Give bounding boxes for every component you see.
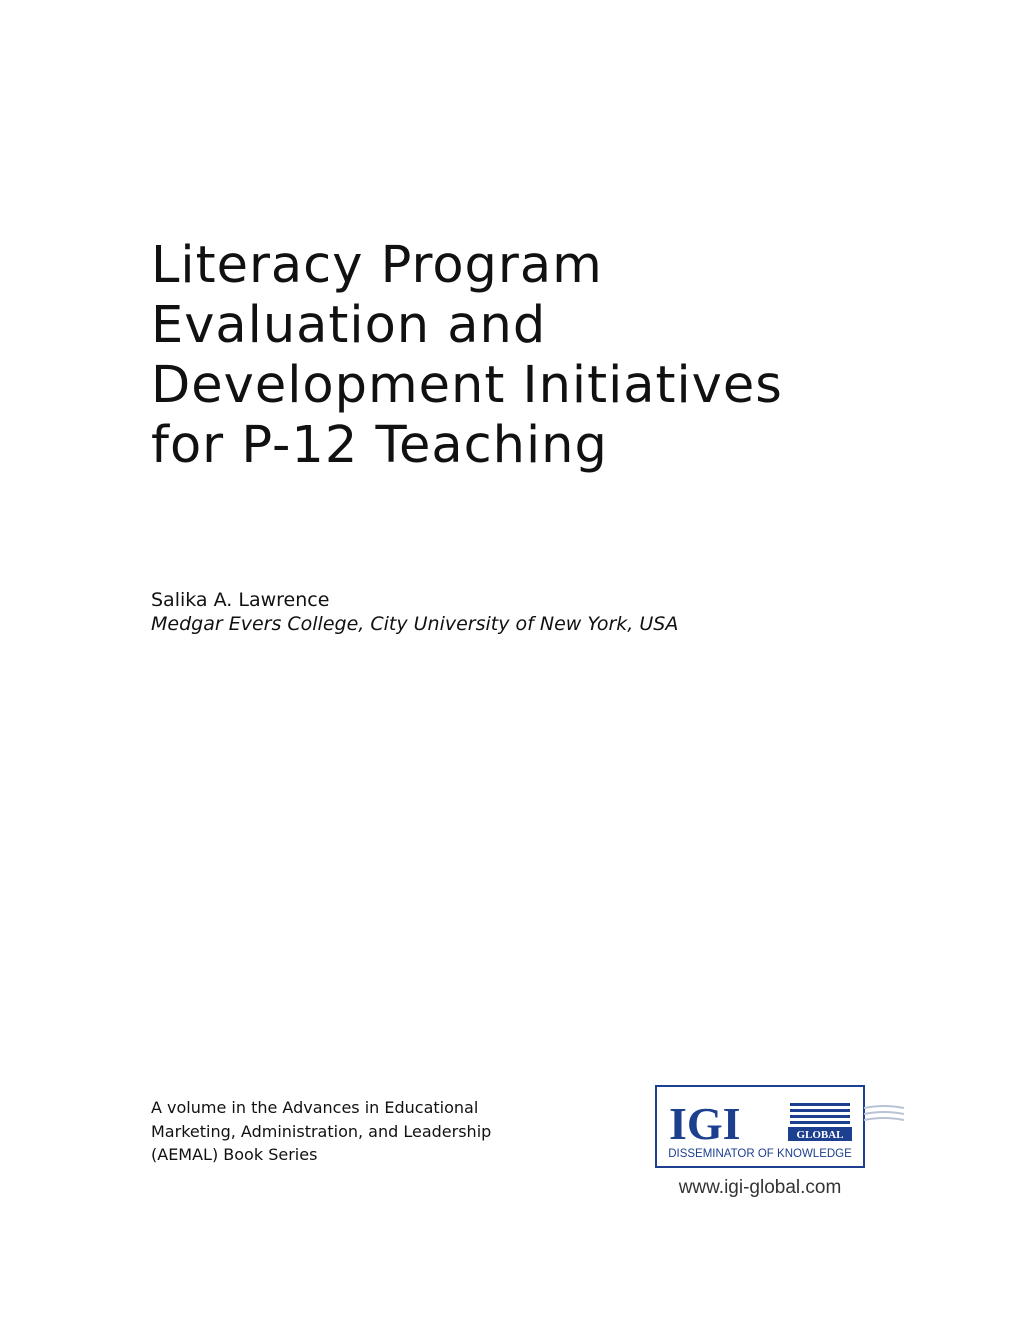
title-line-4: for P-12 Teaching bbox=[151, 416, 608, 475]
series-line-1: A volume in the Advances in Educational bbox=[151, 1098, 479, 1117]
title-line-3: Development Initiatives bbox=[151, 356, 783, 415]
author-affiliation: Medgar Evers College, City University of New York, USA bbox=[151, 613, 679, 635]
book-title bbox=[151, 236, 871, 476]
series-line-2: Marketing, Administration, and Leadership bbox=[151, 1121, 492, 1141]
author-info bbox=[151, 588, 851, 636]
title-line-1: Literacy Program bbox=[151, 236, 603, 295]
series-note bbox=[151, 1096, 571, 1167]
title-line-2: Evaluation and bbox=[151, 296, 547, 355]
logo-global-text: GLOBAL bbox=[796, 1129, 844, 1141]
logo-igi-text: IGI bbox=[669, 1098, 741, 1149]
swoosh-icon bbox=[864, 1104, 904, 1128]
author-name: Salika A. Lawrence bbox=[151, 589, 330, 611]
publisher-logo bbox=[655, 1085, 865, 1168]
series-line-3: (AEMAL) Book Series bbox=[151, 1145, 318, 1164]
logo-waves bbox=[790, 1103, 850, 1124]
igi-global-logo-icon bbox=[657, 1087, 863, 1166]
publisher-url[interactable]: www.igi-global.com bbox=[678, 1177, 842, 1198]
logo-tagline: DISSEMINATOR OF KNOWLEDGE bbox=[668, 1148, 852, 1160]
